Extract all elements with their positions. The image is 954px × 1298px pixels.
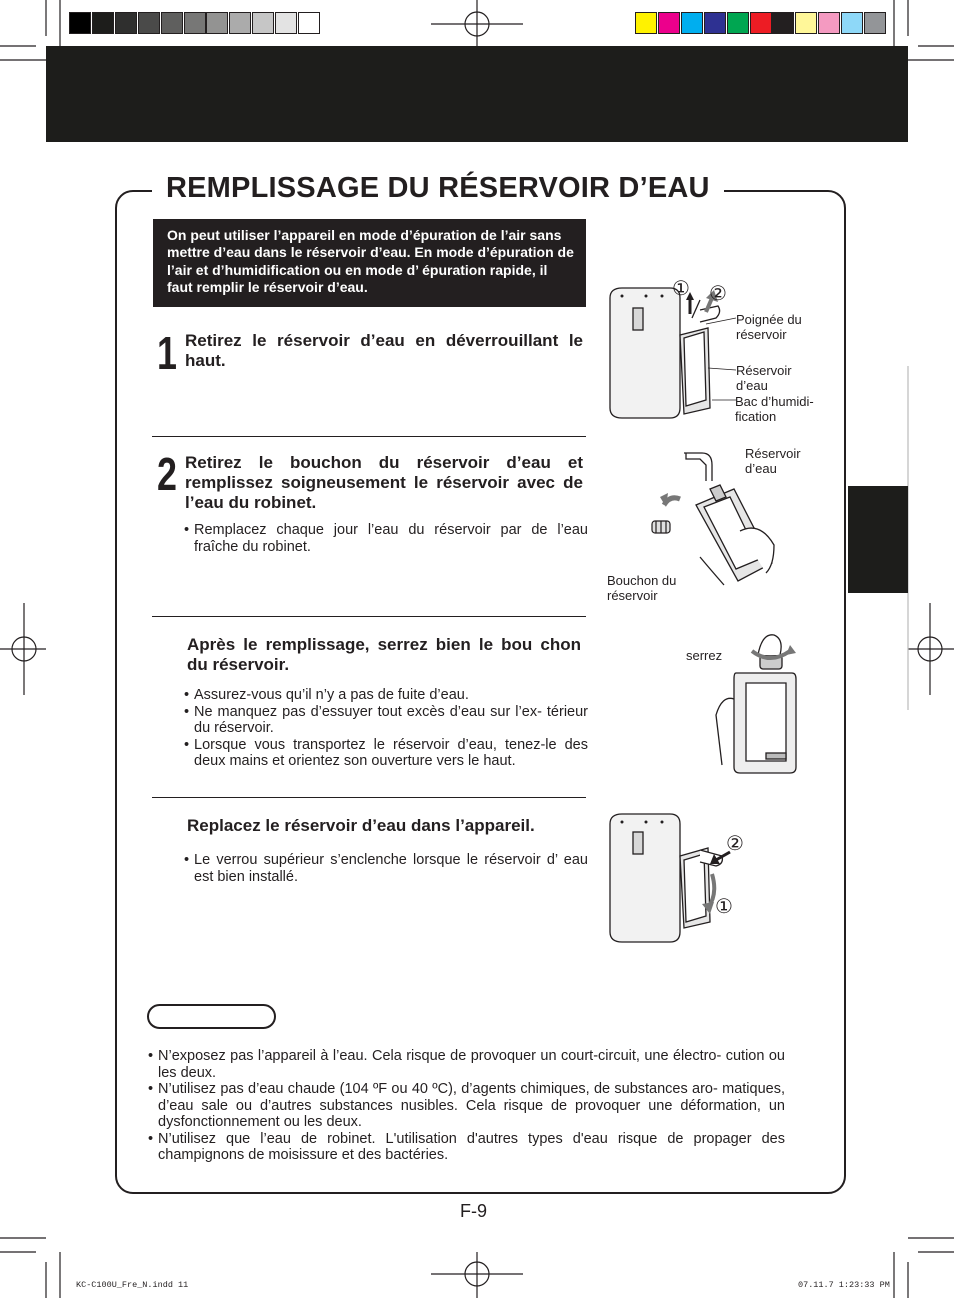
footer-file-name: KC-C100U_Fre_N.indd 11 (76, 1280, 189, 1290)
color-swatch (275, 12, 297, 34)
color-swatch (681, 12, 703, 34)
color-swatch (184, 12, 206, 34)
label-tank-cap: Bouchon du réservoir (607, 573, 677, 603)
label-tank-handle: Poignée du réservoir (736, 312, 802, 342)
color-swatch (92, 12, 114, 34)
caution-bullet: • N’utilisez que l’eau de robinet. L'utilisation d'autres types d'eau risque de propager des champignons de moisissure et des bactéries. (148, 1131, 785, 1164)
color-swatch (229, 12, 251, 34)
intro-notice: On peut utiliser l’appareil en mode d’épuration de l’air sans mettre d’eau dans le réservoir d’eau. En mode d’épuration de l’air et d’humidification ou en mode d’ épuration rapide, il faut remplir le réservoir d’eau. (153, 219, 586, 307)
step-4-circle-2: ② (726, 833, 744, 855)
step-1-circle-1: ① (672, 278, 690, 300)
caution-bullet: • N’exposez pas l’appareil à l’eau. Cela risque de provoquer un court-circuit, une électro- cution ou les deux. (148, 1048, 785, 1081)
color-swatch (772, 12, 794, 34)
color-swatch (69, 12, 91, 34)
color-swatch (298, 12, 320, 34)
divider-1 (152, 436, 586, 437)
label-tighten: serrez (686, 648, 723, 663)
color-swatch (206, 12, 228, 34)
header-band (46, 46, 908, 142)
step-4-bullets (184, 852, 588, 885)
color-swatch (841, 12, 863, 34)
step-4-bullet: • Le verrou supérieur s’enclenche lorsque le réservoir d’ eau est bien installé. (184, 852, 588, 885)
color-swatch (795, 12, 817, 34)
page-title: REMPLISSAGE DU RÉSERVOIR D’EAU (152, 172, 724, 205)
step-3-bullet: • Assurez-vous qu’il n’y a pas de fuite d’eau. (184, 687, 588, 704)
step-1-number: 1 (157, 327, 177, 379)
step-3-bullet: • Ne manquez pas d’essuyer tout excès d’eau sur l’ex- térieur du réservoir. (184, 704, 588, 737)
step-1-heading: Retirez le réservoir d’eau en déverrouillant le haut. (185, 331, 583, 370)
color-swatch (115, 12, 137, 34)
color-swatch (658, 12, 680, 34)
divider-3 (152, 797, 586, 798)
color-swatch (161, 12, 183, 34)
purifier-replace-tank-illustration (600, 810, 740, 950)
step-2-bullet: • Remplacez chaque jour l’eau du réservoir par de l’eau fraîche du robinet. (184, 522, 588, 555)
color-swatch (138, 12, 160, 34)
step-2-number: 2 (157, 448, 177, 500)
step-1-circle-2: ② (709, 283, 727, 305)
tighten-cap-illustration (712, 625, 802, 777)
step-4-heading: Replacez le réservoir d’eau dans l’appareil. (187, 816, 535, 835)
caution-bullet: • N’utilisez pas d’eau chaude (104 ºF ou 40 ºC), d’agents chimiques, de substances aro- matiques, d’eau sale ou d’autres substances nusibles. Cela risque de provoquer une déformation, un dysfonctionnement ou les deux. (148, 1081, 785, 1131)
divider-2 (152, 616, 586, 617)
step-2-heading: Retirez le bouchon du réservoir d’eau et remplissez soigneusement le réservoir avec de l’eau du robinet. (185, 453, 583, 512)
color-swatch (818, 12, 840, 34)
color-swatch (252, 12, 274, 34)
color-swatch (704, 12, 726, 34)
caution-label (147, 1004, 276, 1029)
color-swatch (750, 12, 772, 34)
caution-bullets (148, 1048, 785, 1164)
step-2-bullets (184, 522, 588, 555)
label-humidifying-tray: Bac d’humidi- fication (735, 394, 814, 424)
color-swatch (864, 12, 886, 34)
step-3-bullets (184, 687, 588, 770)
label-step-2-tank: Réservoir d’eau (745, 446, 801, 476)
page-number: F-9 (460, 1201, 487, 1221)
step-3-bullet: • Lorsque vous transportez le réservoir d’eau, tenez-le des deux mains et orientez son ouverture vers le haut. (184, 737, 588, 770)
color-swatch (727, 12, 749, 34)
footer-timestamp: 07.11.7 1:23:33 PM (798, 1280, 890, 1290)
color-swatch (635, 12, 657, 34)
step-1-leader-lines (700, 310, 740, 405)
step-3-heading: Après le remplissage, serrez bien le bou chon du réservoir. (187, 635, 581, 674)
step-4-circle-1: ① (715, 896, 733, 918)
side-tab (848, 486, 908, 593)
label-water-tank: Réservoir d’eau (736, 363, 792, 393)
